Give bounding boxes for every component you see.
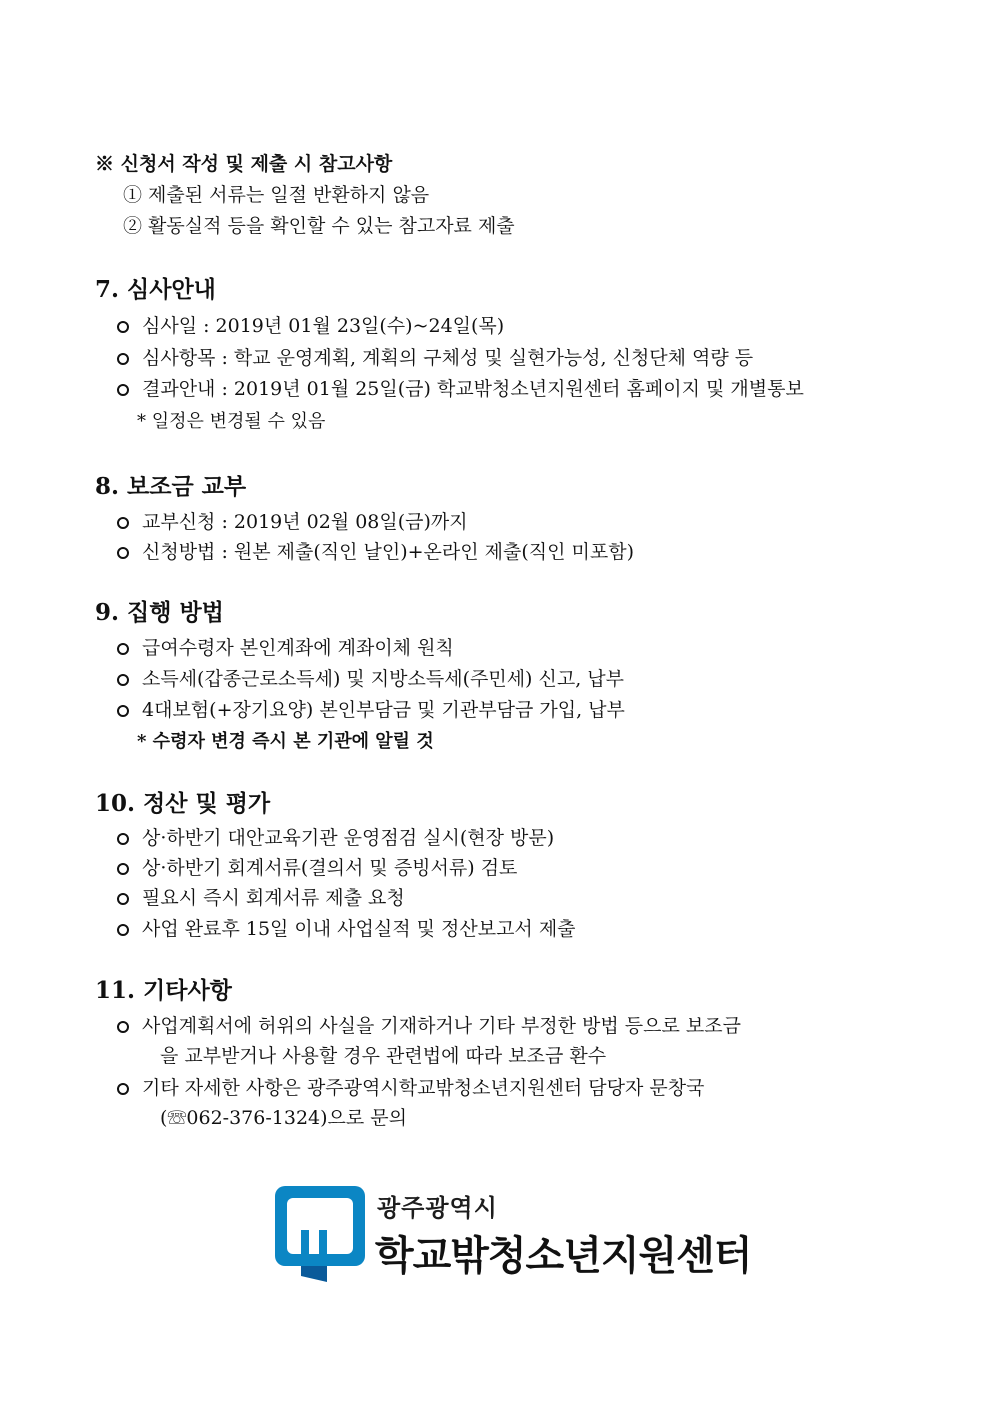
- bullet-item: [117, 667, 624, 691]
- bullet-item: [117, 826, 554, 850]
- circle-bullet-icon: [117, 1021, 129, 1033]
- bullet-text: 사업 완료후 15일 이내 사업실적 및 정산보고서 제출: [142, 918, 576, 940]
- section-heading-11: 11. 기타사항: [95, 977, 232, 1004]
- logo-center-name: 학교밖청소년지원센터: [375, 1233, 752, 1279]
- note-title: ※ 신청서 작성 및 제출 시 참고사항: [95, 153, 393, 175]
- bullet-item: [117, 856, 517, 880]
- circle-bullet-icon: [117, 924, 129, 936]
- section-note: * 일정은 변경될 수 있음: [137, 411, 326, 432]
- bullet-text: 상·하반기 회계서류(결의서 및 증빙서류) 검토: [142, 857, 518, 879]
- bullet-item: [117, 314, 504, 338]
- bullet-item: [117, 698, 625, 722]
- bullet-continuation: 을 교부받거나 사용할 경우 관련법에 따라 보조금 환수: [160, 1045, 607, 1067]
- section-heading-9: 9. 집행 방법: [95, 599, 224, 626]
- bullet-text: 교부신청 : 2019년 02월 08일(금)까지: [142, 511, 468, 533]
- circle-bullet-icon: [117, 353, 129, 365]
- circle-bullet-icon: [117, 893, 129, 905]
- circle-bullet-icon: [117, 321, 129, 333]
- bullet-text: 결과안내 : 2019년 01월 25일(금) 학교밖청소년지원센터 홈페이지 및 개별통보: [142, 378, 804, 400]
- circle-bullet-icon: [117, 863, 129, 875]
- bullet-continuation: (☏062-376-1324)으로 문의: [160, 1107, 408, 1129]
- circle-bullet-icon: [117, 1083, 129, 1095]
- center-logo-icon: [275, 1186, 365, 1282]
- bullet-item: [117, 886, 405, 910]
- note-item-2: ② 활동실적 등을 확인할 수 있는 참고자료 제출: [123, 215, 515, 237]
- bullet-text: 심사일 : 2019년 01월 23일(수)~24일(목): [142, 315, 505, 337]
- bullet-text: 기타 자세한 사항은 광주광역시학교밖청소년지원센터 담당자 문창국: [142, 1077, 705, 1099]
- logo-region-text: 광주광역시: [377, 1194, 498, 1222]
- circle-bullet-icon: [117, 547, 129, 559]
- circle-bullet-icon: [117, 674, 129, 686]
- bullet-text: 급여수령자 본인계좌에 계좌이체 원칙: [142, 637, 454, 659]
- circle-bullet-icon: [117, 705, 129, 717]
- bullet-item: [117, 510, 468, 534]
- bullet-item: [117, 540, 634, 564]
- bullet-text: 필요시 즉시 회계서류 제출 요청: [142, 887, 405, 909]
- circle-bullet-icon: [117, 517, 129, 529]
- section-heading-8: 8. 보조금 교부: [95, 473, 247, 500]
- bullet-item: [117, 346, 753, 370]
- bullet-text: 4대보험(+장기요양) 본인부담금 및 기관부담금 가입, 납부: [142, 699, 625, 721]
- bullet-text: 상·하반기 대안교육기관 운영점검 실시(현장 방문): [142, 827, 555, 849]
- bullet-item: [117, 377, 804, 401]
- bullet-text: 사업계획서에 허위의 사실을 기재하거나 기타 부정한 방법 등으로 보조금: [142, 1015, 741, 1037]
- center-logo: [275, 1186, 752, 1286]
- circle-bullet-icon: [117, 833, 129, 845]
- bullet-text: 심사항목 : 학교 운영계획, 계획의 구체성 및 실현가능성, 신청단체 역량 등: [142, 347, 754, 369]
- section-heading-10: 10. 정산 및 평가: [95, 790, 271, 817]
- bullet-item: [117, 1076, 704, 1100]
- bullet-item: [117, 917, 576, 941]
- bullet-item: [117, 636, 454, 660]
- circle-bullet-icon: [117, 643, 129, 655]
- circle-bullet-icon: [117, 384, 129, 396]
- bullet-text: 소득세(갑종근로소득세) 및 지방소득세(주민세) 신고, 납부: [142, 668, 624, 690]
- section-note: * 수령자 변경 즉시 본 기관에 알릴 것: [137, 731, 434, 752]
- section-heading-7: 7. 심사안내: [95, 276, 216, 303]
- bullet-text: 신청방법 : 원본 제출(직인 날인)+온라인 제출(직인 미포함): [142, 541, 634, 563]
- bullet-item: [117, 1014, 741, 1038]
- note-item-1: ① 제출된 서류는 일절 반환하지 않음: [123, 184, 430, 206]
